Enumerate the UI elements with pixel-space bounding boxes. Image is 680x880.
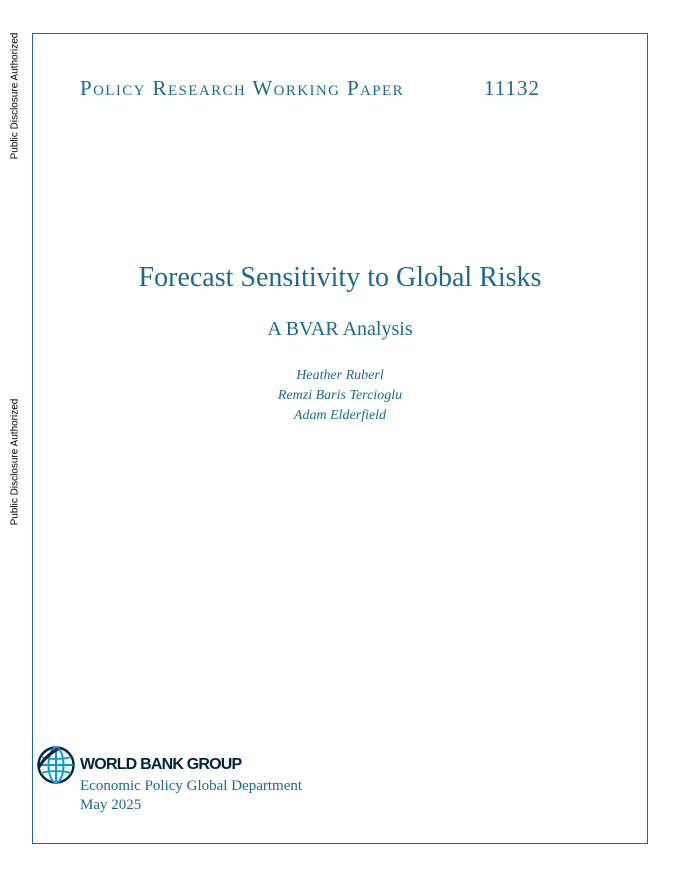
world-bank-globe-icon [36,745,76,785]
author-list [80,366,600,426]
disclosure-note-bottom: Public Disclosure Authorized [9,398,21,526]
disclosure-note-top: Public Disclosure Authorized [9,32,21,160]
publication-date: May 2025 [80,797,142,813]
author-name: Heather Ruberl [296,368,384,383]
author-name: Adam Elderfield [293,408,387,423]
series-header [80,74,550,104]
department-name: Economic Policy Global Department [80,778,303,794]
paper-number: 11132 [484,76,540,100]
series-name: Policy Research Working Paper [80,76,404,100]
paper-title: Forecast Sensitivity to Global Risks [138,262,542,293]
world-bank-group-wordmark: WORLD BANK GROUP [80,756,242,773]
cover-frame [32,33,648,844]
author-name: Remzi Baris Tercioglu [277,388,403,403]
paper-subtitle: A BVAR Analysis [267,318,413,340]
